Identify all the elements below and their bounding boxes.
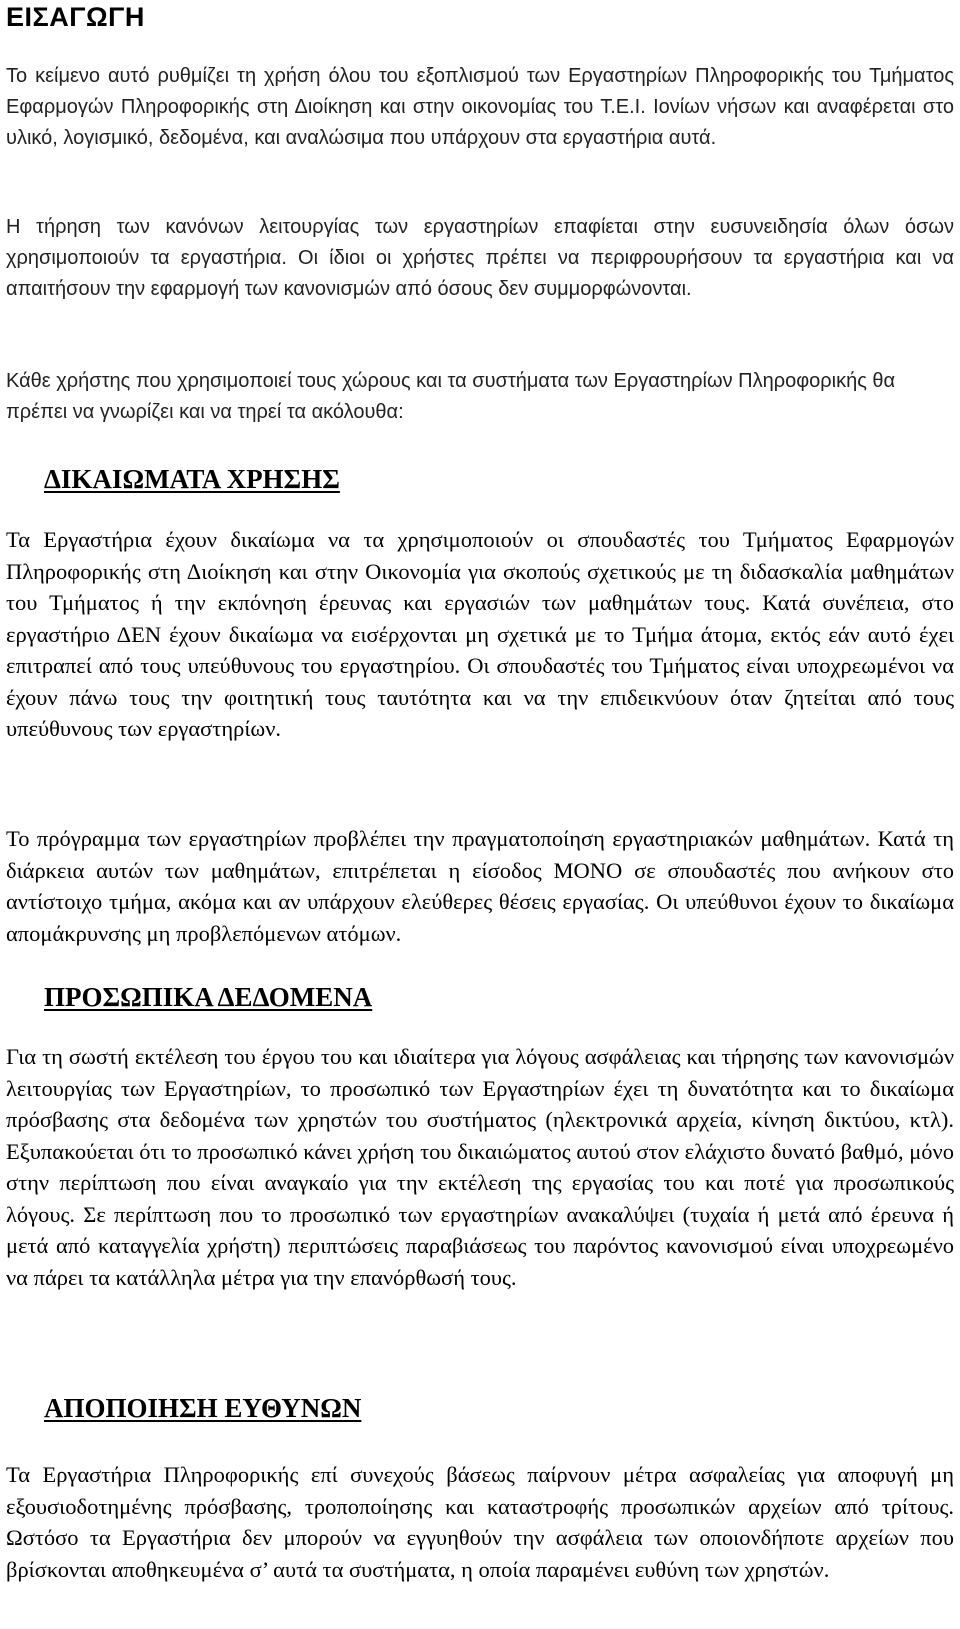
document-title: ΕΙΣΑΓΩΓΗ: [6, 2, 145, 32]
section-heading-disclaimer: ΑΠΟΠΟΙΗΣΗ ΕΥΘΥΝΩΝ: [44, 1393, 362, 1423]
section-paragraph: Το πρόγραμμα των εργαστηρίων προβλέπει την πραγματοποίηση εργαστηριακών μαθημάτων. Κατά τη διάρκεια αυτών των μαθημάτων, επιτρέπεται η είσοδος ΜΟΝΟ σε σπουδαστές που ανήκουν στο αντίστοιχο τμήμα, ακόμα και αν υπάρχουν ελεύθερες θέσεις εργασίας. Οι υπεύθυνοι έχουν το δικαίωμα απομάκρυνσης μη προβλεπόμενων ατόμων.: [6, 826, 954, 946]
section-paragraph: Για τη σωστή εκτέλεση του έργου του και ιδιαίτερα για λόγους ασφάλειας και τήρησης των κανονισμών λειτουργίας των Εργαστηρίων, το προσωπικό των Εργαστηρίων έχει τη δυνατότητα και το δικαίωμα πρόσβασης στα δεδομένα των χρηστών του συστήματος (ηλεκτρονικά αρχεία, κίνηση δικτύου, κτλ). Εξυπακούεται ότι το προσωπικό κάνει χρήση του δικαιώματος αυτού στον ελάχιστο δυνατό βαθμό, μόνο στην περίπτωση που είναι αναγκαίο για την εκτέλεση της εργασίας του και ποτέ για προσωπικούς λόγους. Σε περίπτωση που το προσωπικό των εργαστηρίων ανακαλύψει (τυχαία ή μετά από έρευνα ή μετά από καταγγελία χρήστη) περιπτώσεις παραβιάσεως του παρόντος κανονισμού είναι υποχρεωμένο να πάρει τα κατάλληλα μέτρα για την επανόρθωσή τους.: [6, 1044, 954, 1290]
section-paragraph: Τα Εργαστήρια έχουν δικαίωμα να τα χρησιμοποιούν οι σπουδαστές του Τμήματος Εφαρμογών Πληροφορικής στη Διοίκηση και στην Οικονομία για σκοπούς σχετικούς με τη διδασκαλία μαθημάτων του Τμήματος ή την εκπόνηση έρευνας και εργασιών των μαθημάτων τους. Κατά συνέπεια, στο εργαστήριο ΔΕΝ έχουν δικαίωμα να εισέρχονται μη σχετικά με το Τμήμα άτομα, εκτός εάν αυτό έχει επιτραπεί από τους υπεύθυνους του εργαστηρίου. Οι σπουδαστές του Τμήματος είναι υποχρεωμένοι να έχουν πάνω τους την φοιτητική τους ταυτότητα και να την επιδεικνύουν όταν ζητείται από τους υπεύθυνους των εργαστηρίων.: [6, 527, 954, 741]
intro-paragraph: Κάθε χρήστης που χρησιμοποιεί τους χώρους και τα συστήματα των Εργαστηρίων Πληροφορικής θα πρέπει να γνωρίζει και να τηρεί τα ακόλουθα:: [6, 370, 896, 423]
section-paragraph: Τα Εργαστήρια Πληροφορικής επί συνεχούς βάσεως παίρνουν μέτρα ασφαλείας για αποφυγή μη εξουσιοδοτημένης πρόσβασης, τροποποίησης και καταστροφής προσωπικών αρχείων από τρίτους. Ωστόσο τα Εργαστήρια δεν μπορούν να εγγυηθούν την ασφάλεια των οποιονδήποτε αρχείων που βρίσκονται αποθηκευμένα σ’ αυτά τα συστήματα, η οποία παραμένει ευθύνη των χρηστών.: [6, 1462, 954, 1582]
intro-paragraph: Η τήρηση των κανόνων λειτουργίας των εργαστηρίων επαφίεται στην ευσυνειδησία όλων όσων χρησιμοποιούν τα εργαστήρια. Οι ίδιοι οι χρήστες πρέπει να περιφρουρήσουν τα εργαστήρια και να απαιτήσουν την εφαρμογή των κανονισμών από όσους δεν συμμορφώνονται.: [6, 216, 954, 300]
section-heading-usage-rights: ΔΙΚΑΙΩΜΑΤΑ ΧΡΗΣΗΣ: [44, 464, 340, 494]
section-heading-personal-data: ΠΡΟΣΩΠΙΚΑ ΔΕΔΟΜΕΝΑ: [44, 982, 373, 1012]
intro-paragraph: Το κείμενο αυτό ρυθμίζει τη χρήση όλου του εξοπλισμού των Εργαστηρίων Πληροφορικής του Τμήματος Εφαρμογών Πληροφορικής στη Διοίκηση και στην οικονομίας του Τ.Ε.Ι. Ιονίων νήσων και αναφέρεται στο υλικό, λογισμικό, δεδομένα, και αναλώσιμα που υπάρχουν στα εργαστήρια αυτά.: [6, 65, 954, 149]
